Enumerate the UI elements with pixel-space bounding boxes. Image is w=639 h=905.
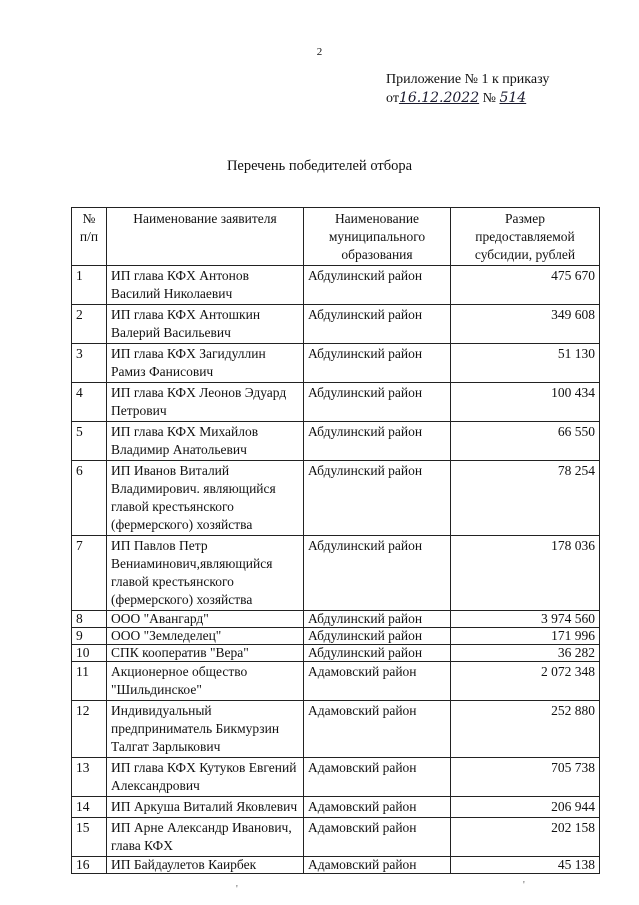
municipality: Адамовский район [304,701,451,758]
subsidy-amount: 2 072 348 [451,662,600,701]
applicant-name: ООО "Земледелец" [107,628,304,645]
row-number: 16 [72,857,107,874]
applicant-name: ИП глава КФХ Загидуллин Рамиз Фанисович [107,344,304,383]
table-row [72,461,600,536]
row-number: 5 [72,422,107,461]
subsidy-amount: 475 670 [451,266,600,305]
row-number: 14 [72,797,107,818]
applicant-name: ИП Павлов Петр Вениаминович,являющийся главой крестьянского (фермерского) хозяйства [107,536,304,611]
subsidy-amount: 349 608 [451,305,600,344]
annex-number: 514 [499,90,527,106]
municipality: Адамовский район [304,818,451,857]
annex-date-line [386,89,549,108]
page-number: 2 [316,46,323,58]
header-applicant: Наименование заявителя [107,208,304,266]
municipality: Абдулинский район [304,611,451,628]
subsidy-amount: 66 550 [451,422,600,461]
applicant-name: ИП Иванов Виталий Владимирович. являющийся главой крестьянского (фермерского) хозяйства [107,461,304,536]
municipality: Абдулинский район [304,305,451,344]
row-number: 15 [72,818,107,857]
row-number: 12 [72,701,107,758]
scan-mark: ' [236,884,238,895]
annex-date: 16.12.2022 [398,90,480,106]
subsidy-amount: 36 282 [451,645,600,662]
row-number: 11 [72,662,107,701]
table-row [72,818,600,857]
row-number: 9 [72,628,107,645]
applicant-name: ИП Байдаулетов Каирбек [107,857,304,874]
subsidy-amount: 206 944 [451,797,600,818]
municipality: Абдулинский район [304,461,451,536]
subsidy-amount: 705 738 [451,758,600,797]
applicant-name: ИП глава КФХ Антонов Василий Николаевич [107,266,304,305]
municipality: Абдулинский район [304,422,451,461]
row-number: 6 [72,461,107,536]
table-row [72,701,600,758]
applicant-name: Акционерное общество "Шильдинское" [107,662,304,701]
row-number: 8 [72,611,107,628]
annex-header [386,70,549,108]
subsidy-amount: 252 880 [451,701,600,758]
applicant-name: ИП глава КФХ Антошкин Валерий Васильевич [107,305,304,344]
subsidy-amount: 51 130 [451,344,600,383]
municipality: Абдулинский район [304,628,451,645]
table-header-row [72,208,600,266]
municipality: Абдулинский район [304,536,451,611]
header-municipality: Наименование муниципального образования [304,208,451,266]
table-row [72,266,600,305]
annex-title: Приложение № 1 к приказу [386,72,550,87]
subsidy-amount: 3 974 560 [451,611,600,628]
municipality: Адамовский район [304,857,451,874]
municipality: Абдулинский район [304,383,451,422]
table-row [72,536,600,611]
row-number: 13 [72,758,107,797]
winners-table [71,207,600,874]
applicant-name: ООО "Авангард" [107,611,304,628]
table-row [72,758,600,797]
applicant-name: СПК кооператив "Вера" [107,645,304,662]
row-number: 4 [72,383,107,422]
applicant-name: ИП глава КФХ Михайлов Владимир Анатольевич [107,422,304,461]
municipality: Адамовский район [304,662,451,701]
table-row [72,344,600,383]
document-title: Перечень победителей отбора [226,158,413,174]
subsidy-amount: 100 434 [451,383,600,422]
header-amount: Размер предоставляемой субсидии, рублей [451,208,600,266]
row-number: 10 [72,645,107,662]
table-row [72,611,600,628]
table-row [72,857,600,874]
municipality: Абдулинский район [304,266,451,305]
scan-mark: ' [523,880,525,891]
row-number: 2 [72,305,107,344]
subsidy-amount: 171 996 [451,628,600,645]
row-number: 1 [72,266,107,305]
subsidy-amount: 202 158 [451,818,600,857]
table-row [72,662,600,701]
applicant-name: ИП Арне Александр Иванович, глава КФХ [107,818,304,857]
applicant-name: ИП Аркуша Виталий Яковлевич [107,797,304,818]
table-row [72,305,600,344]
subsidy-amount: 78 254 [451,461,600,536]
annex-date-prefix: от [386,91,399,106]
subsidy-amount: 45 138 [451,857,600,874]
applicant-name: Индивидуальный предприниматель Бикмурзин Талгат Зарлыкович [107,701,304,758]
subsidy-amount: 178 036 [451,536,600,611]
municipality: Адамовский район [304,797,451,818]
table-row [72,628,600,645]
applicant-name: ИП глава КФХ Леонов Эдуард Петрович [107,383,304,422]
municipality: Абдулинский район [304,344,451,383]
table-row [72,383,600,422]
header-num: № п/п [72,208,107,266]
table-row [72,797,600,818]
municipality: Абдулинский район [304,645,451,662]
row-number: 7 [72,536,107,611]
table-row [72,645,600,662]
annex-number-prefix: № [482,91,496,106]
table-row [72,422,600,461]
municipality: Адамовский район [304,758,451,797]
row-number: 3 [72,344,107,383]
applicant-name: ИП глава КФХ Кутуков Евгений Александрович [107,758,304,797]
